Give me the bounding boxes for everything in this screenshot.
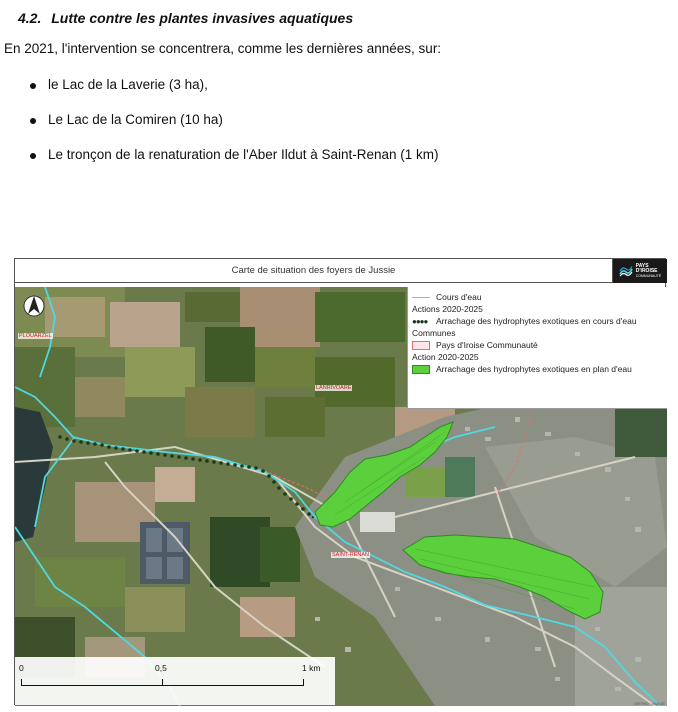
- pays-iroise-logo: [613, 259, 667, 283]
- legend-river-label: Cours d'eau: [436, 292, 482, 302]
- scale-tick: [162, 679, 163, 686]
- scale-bar: [15, 657, 335, 705]
- legend-actions-heading: Actions 2020-2025: [412, 304, 483, 314]
- place-label-lanrivoare: LANRIVOARE: [316, 385, 352, 391]
- north-arrow-icon: [23, 293, 45, 319]
- scale-label-one: 1 km: [302, 663, 321, 673]
- logo-line1: PAYS: [635, 262, 649, 269]
- place-label-plouarzel: PLOUARZEL: [19, 333, 52, 339]
- list-item: Le tronçon de la renaturation de l'Aber Ildut à Saint-Renan (1 km): [30, 147, 439, 182]
- dotted-line-swatch-icon: ●●●●: [412, 316, 428, 326]
- lake-swatch-icon: [412, 365, 430, 374]
- section-heading: [18, 10, 353, 26]
- aerial-map: [15, 287, 667, 706]
- river-swatch-icon: [412, 293, 430, 302]
- legend-communes-heading: Communes: [412, 328, 456, 338]
- logo-line2: D'IROISE: [635, 267, 658, 274]
- list-item: le Lac de la Laverie (3 ha),: [30, 77, 439, 112]
- imagery-credit: ORTHO · IMAGE: [634, 701, 665, 706]
- map-legend: [407, 287, 667, 409]
- site-list: [30, 77, 439, 182]
- scale-tick: [21, 679, 22, 686]
- place-label-saint-renan: SAINT-RENAN: [332, 552, 369, 558]
- commune-swatch-icon: [412, 341, 430, 350]
- logo-line3: COMMUNAUTÉ: [635, 273, 662, 278]
- legend-row-communes: [412, 339, 663, 351]
- wave-logo-icon: [619, 265, 633, 277]
- intro-paragraph: En 2021, l'intervention se concentrera, comme les dernières années, sur:: [4, 41, 442, 56]
- legend-communes-label: Pays d'Iroise Communauté: [436, 340, 538, 350]
- legend-row-actions: [412, 315, 663, 327]
- map-title: Carte de situation des foyers de Jussie: [15, 259, 613, 283]
- scale-tick: [303, 679, 304, 686]
- section-number: 4.2.: [18, 10, 42, 26]
- legend-row-river: [412, 291, 663, 303]
- legend-action-heading: Action 2020-2025: [412, 352, 479, 362]
- legend-lake-label: Arrachage des hydrophytes exotiques en plan d'eau: [436, 364, 632, 374]
- legend-row-lake: [412, 363, 663, 375]
- list-item: Le Lac de la Comiren (10 ha): [30, 112, 439, 147]
- section-title: Lutte contre les plantes invasives aquatiques: [51, 10, 354, 26]
- scale-label-half: 0,5: [155, 663, 167, 673]
- map-figure: [14, 258, 666, 705]
- legend-actions-label: Arrachage des hydrophytes exotiques en cours d'eau: [436, 316, 637, 326]
- scale-label-zero: 0: [19, 663, 24, 673]
